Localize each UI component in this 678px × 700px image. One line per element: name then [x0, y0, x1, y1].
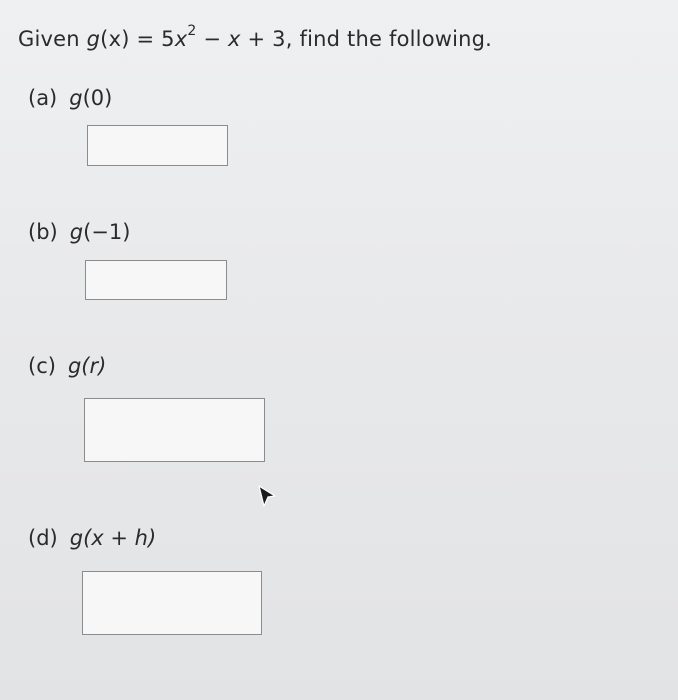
- mouse-pointer-icon: [256, 484, 278, 510]
- function-argument: (−1): [83, 220, 131, 244]
- question-prompt: [18, 23, 493, 51]
- answer-input-b[interactable]: [85, 260, 227, 300]
- function-name: g: [67, 354, 82, 378]
- function-argument: (r): [81, 354, 107, 378]
- part-a-label: [28, 86, 112, 110]
- part-c-label: [28, 354, 106, 378]
- part-expression: [70, 220, 131, 244]
- prompt-variable: x: [174, 27, 188, 51]
- function-argument: (x + h): [83, 526, 157, 550]
- prompt-function-args: (x): [100, 27, 130, 51]
- answer-input-c[interactable]: [84, 398, 265, 462]
- function-argument: (0): [82, 86, 113, 110]
- part-d-label: [28, 526, 156, 550]
- part-letter: (a): [28, 86, 58, 110]
- part-letter: (b): [28, 220, 58, 244]
- part-expression: [70, 526, 156, 550]
- answer-input-d[interactable]: [82, 571, 262, 635]
- part-letter: (d): [28, 526, 58, 550]
- prompt-prefix: Given: [18, 27, 87, 51]
- function-name: g: [69, 220, 84, 244]
- prompt-minus: −: [196, 27, 228, 51]
- part-expression: [69, 86, 112, 110]
- prompt-exponent: 2: [187, 23, 197, 39]
- part-b-label: [28, 220, 130, 244]
- prompt-equals: = 5: [129, 27, 175, 51]
- part-letter: (c): [28, 354, 56, 378]
- function-name: g: [69, 526, 84, 550]
- part-expression: [68, 354, 106, 378]
- prompt-variable: x: [228, 27, 241, 51]
- prompt-function-name: g: [86, 27, 101, 51]
- function-name: g: [69, 86, 83, 110]
- prompt-rest: + 3, find the following.: [240, 27, 493, 51]
- answer-input-a[interactable]: [87, 125, 228, 166]
